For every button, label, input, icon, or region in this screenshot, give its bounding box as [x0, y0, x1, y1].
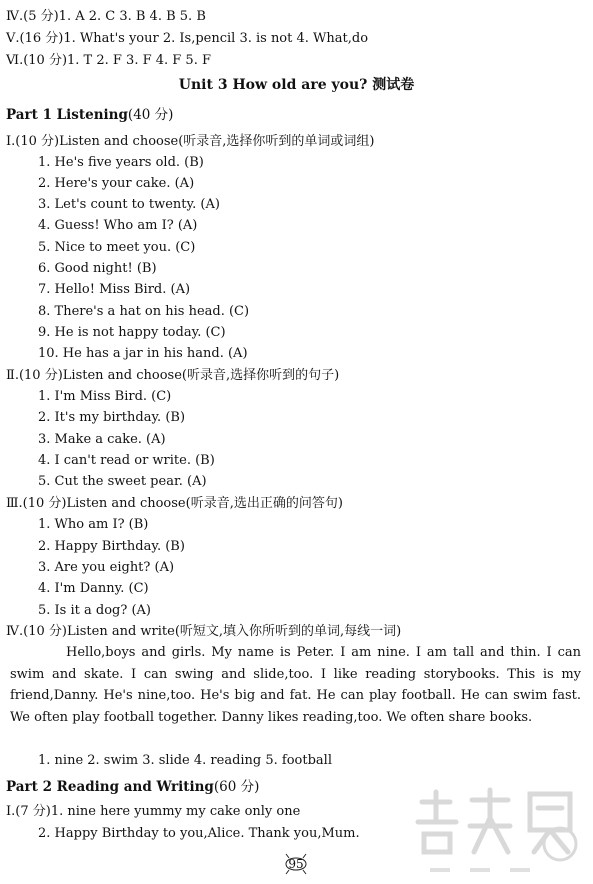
section-1-title: Ⅰ.(10 分)Listen and choose(听录音,选择你听到的单词或词组) [6, 134, 375, 149]
section-1-item: 5. Nice to meet you. (C) [38, 240, 196, 255]
part2-heading-text: Part 2 Reading and Writing [6, 779, 214, 795]
section-2-title: Ⅱ.(10 分)Listen and choose(听录音,选择你听到的句子) [6, 368, 340, 383]
listening-passage: Hello,boys and girls. My name is Peter. I am nine. I am tall and thin. I can swim and skate. I can swing and slide,too. I like reading storybooks. This is my friend,Danny. He's nine,too. He's big and fat. He can play football. He can swim fast. We often play football together. Danny likes reading,too. We often share books. [10, 645, 581, 725]
watermark-logo [410, 782, 590, 882]
section-3-item: 4. I'm Danny. (C) [38, 581, 149, 596]
section-2-item: 2. It's my birthday. (B) [38, 410, 186, 425]
page-number-text: 95 [288, 857, 304, 871]
part2-heading [6, 779, 259, 795]
answer-line-v: Ⅴ.(16 分)1. What's your 2. Is,pencil 3. is not 4. What,do [6, 31, 369, 46]
part2-score: (60 分) [213, 779, 260, 795]
section-4-answers: 1. nine 2. swim 3. slide 4. reading 5. football [38, 753, 332, 768]
answer-line-iv: Ⅳ.(5 分)1. A 2. C 3. B 4. B 5. B [6, 9, 206, 24]
unit-title: Unit 3 How old are you? 测试卷 [178, 77, 415, 93]
section-1-item: 8. There's a hat on his head. (C) [38, 304, 250, 319]
section-1-item: 10. He has a jar in his hand. (A) [38, 346, 248, 361]
section-3-item: 3. Are you eight? (A) [38, 560, 175, 575]
section-2-item: 4. I can't read or write. (B) [38, 453, 215, 468]
section-3-item: 1. Who am I? (B) [38, 517, 149, 532]
section-4-title: Ⅳ.(10 分)Listen and write(听短文,填入你所听到的单词,每线一词) [6, 624, 402, 639]
section-1-item: 4. Guess! Who am I? (A) [38, 218, 198, 233]
part1-score: (40 分) [127, 107, 174, 123]
part1-heading [6, 107, 173, 123]
section-1-item: 9. He is not happy today. (C) [38, 325, 226, 340]
section-3-item: 2. Happy Birthday. (B) [38, 539, 185, 554]
section-3-item: 5. Is it a dog? (A) [38, 603, 151, 618]
section-2-item: 3. Make a cake. (A) [38, 432, 166, 447]
page-number [281, 850, 311, 878]
part2-section-1-title: Ⅰ.(7 分)1. nine here yummy my cake only one [6, 804, 301, 819]
section-2-item: 5. Cut the sweet pear. (A) [38, 474, 207, 489]
section-1-item: 6. Good night! (B) [38, 261, 157, 276]
section-1-item: 1. He's five years old. (B) [38, 155, 204, 170]
part1-heading-text: Part 1 Listening [6, 107, 128, 123]
section-1-item: 3. Let's count to twenty. (A) [38, 197, 220, 212]
section-2-item: 1. I'm Miss Bird. (C) [38, 389, 172, 404]
section-3-title: Ⅲ.(10 分)Listen and choose(听录音,选出正确的问答句) [6, 496, 343, 511]
section-1-item: 7. Hello! Miss Bird. (A) [38, 282, 191, 297]
answer-line-vi: Ⅵ.(10 分)1. T 2. F 3. F 4. F 5. F [6, 53, 211, 68]
part2-section-1-item: 2. Happy Birthday to you,Alice. Thank you,Mum. [38, 826, 360, 841]
section-1-item: 2. Here's your cake. (A) [38, 176, 195, 191]
